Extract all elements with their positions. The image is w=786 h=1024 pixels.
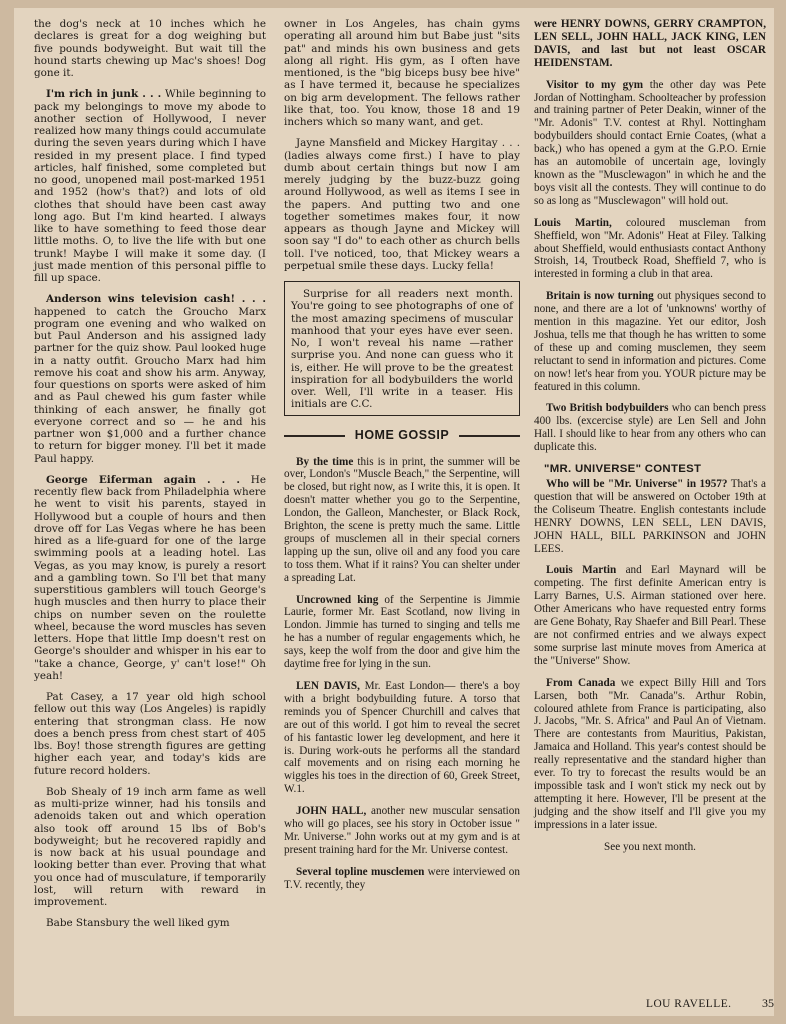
paragraph-body: owner in Los Angeles, has chain gyms operating all around him but Babe just "sits pat" and minds his own business and gets along all right. His gym, as I often have mentioned, is the "big biceps busy bee hive" as I have termed it, because he specializes on big arm development. The fellows rather like that, too. You know, those 18 and 19 inchers which so many want, and get. [284, 18, 520, 128]
paragraph [34, 474, 266, 682]
paragraph [284, 18, 520, 128]
paragraph [284, 805, 520, 857]
paragraph [534, 402, 766, 454]
paragraph-body: That's a question that will be answered on October 19th at the Coliseum Theatre. English contestants include HENRY DOWNS, LEN SELL, LEN DAVIS, JOHN HALL, BILL PARKINSON and JOHN LEES. [534, 478, 766, 555]
column-left [34, 18, 266, 939]
paragraph-body: coloured muscleman from Sheffield, won "Mr. Adonis" Heat at Filey. Talking about Sheffield, would enthusiasts contact Anthony Stroish, 14, Troutbeck Road, Sheffield 7, who is interested in forming a club in that area. [534, 216, 766, 281]
paragraph-lead: I'm rich in junk . . . [46, 88, 162, 101]
paragraph-lead: Uncrowned king [296, 593, 379, 606]
teaser-text: Surprise for all readers next month. You're going to see photographs of one of the most amazing specimens of muscular manhood that your eyes have ever seen. No, I won't reveal his name —rather surprise you. And none can guess who it is, either. He will prove to be the greatest inspiration for all bodybuilders the world over. Well, I'll write in a teaser. His initials are C.C. [291, 288, 513, 411]
paragraph-body: While beginning to pack my belongings to move my abode to another section of Hollywood, I never realized how many things could accumulate during the seven years during which I have resided in my present place. I find typed articles, half finished, some completed but no good, unopened mail post-marked 1951 and 1952 (how's that?) and lots of old clothes that should have been cast away long ago. But I'm kind hearted. I always like to have something to feed those dear little moths. O, to live the life with but one trunk! Maybe I will make it some day. (I just made mention of this personal piffle to fill up space. [34, 88, 266, 284]
heading-rule [459, 435, 520, 437]
paragraph [534, 478, 766, 555]
paragraph [34, 786, 266, 909]
paragraph-body: and Earl Maynard will be competing. The first definite American entry is Larry Barnes, U.S. Airman stationed over here. Other Americans who have requested entry forms are Gene Bohaty, Ray Shaefer and Bill Pearl. These are not confirmed entries and we always expect some surprise last minute moves from America at the "Universe" Show. [534, 564, 766, 667]
paragraph-lead: LEN DAVIS, [296, 680, 360, 692]
paragraph-body: the dog's neck at 10 inches which he declares is great for a dog weighing but five pounds bodyweight. But wait till the hound starts chewing up Mac's shoes! Dog gone it. [34, 18, 266, 79]
paragraph [284, 680, 520, 796]
paragraph [284, 866, 520, 892]
paragraph-lead: Several topline musclemen [296, 865, 425, 878]
paragraph-body: of the Serpentine is Jimmie Laurie, former Mr. East Scotland, now living in London. Jimmie has turned to singing and tells me he has a number of regular engagements which, he says, keep the wolf from the door and give him the daytime free for lying in the sun. [284, 593, 520, 671]
paragraph-lead: From Canada [546, 676, 616, 689]
paragraph [284, 137, 520, 272]
paragraph [284, 594, 520, 671]
paragraph-lead: Who will be "Mr. Universe" in 1957? [546, 478, 728, 490]
teaser-box [284, 281, 520, 416]
paragraph-lead: Louis Martin [546, 564, 617, 577]
paragraph-body: Mr. East London— there's a boy with a bright bodybuilding future. A torso that reminds you of Spencer Churchill and calves that are out of this world. I got him to reveal the secret of his fantastic lower leg development, and here it is. During work-outs he performs all the standard calf movements and on rising each morning he wiggles his toes in the direction of 60, Greek Street, W.1. [284, 680, 520, 796]
paragraph [34, 88, 266, 284]
paragraph-body: Jayne Mansfield and Mickey Hargitay . . . (ladies always come first.) I have to play dumb about certain things but now I am merely judging by the buzz-buzz going around Hollywood, as well as items I see in the papers. And putting two and one together sometimes makes four, it now appears as though Jayne and Mickey will soon say "I do" to each other as church bells toll. I've noticed, too, that Mickey wears a perpetual smile these days. Lucky fella! [284, 137, 520, 272]
heading-rule [284, 435, 345, 437]
paragraph [534, 217, 766, 282]
paragraph-lead: Britain is now turning [546, 290, 654, 303]
column-right [534, 18, 766, 855]
page-number: 35 [762, 996, 774, 1010]
paragraph-lead: Two British bodybuilders [546, 402, 669, 415]
paragraph-body: Bob Shealy of 19 inch arm fame as well as multi-prize winner, had his tonsils and adenoids taken out and which operation also took off around 15 lbs of Bob's bodyweight; but he recovered rapidly and is now back at his usual poundage and looking better than ever. Proving that what you once had of musculature, if temporarily lost, will return with reward in improvement. [34, 785, 266, 908]
paragraph-lead: George Eiferman again . . . [46, 473, 240, 486]
paragraph [534, 564, 766, 667]
paragraph [34, 18, 266, 79]
paragraph-lead: JOHN HALL, [296, 805, 367, 818]
paragraph [34, 691, 266, 777]
paragraph-body: another new muscular sensation who will go places, see his story in October issue " Mr. Universe." John works out at my gym and is at present training hard for the Mr. Universe contest. [284, 805, 520, 856]
paragraph [534, 677, 766, 832]
author-signature: LOU RAVELLE. [646, 998, 732, 1010]
paragraph [534, 290, 766, 393]
paragraph [34, 917, 266, 929]
paragraph-body: this is in print, the summer will be over, London's "Muscle Beach," the Serpentine, will be closed, but right now, as I write this, it is open. It doesn't matter whether you go to the Serpentine, London, the Galleon, Manchester, or Black Rock, Brighton, the scene is pretty much the same. Little groups of musclemen all in their special corners lapping up the sun, olive oil and any food you care to toss them. What if it rains? You can shelter under a spreading Lat. [284, 455, 520, 584]
paragraph-body: He recently flew back from Philadelphia where he went to visit his parents, stayed in Hollywood but a couple of hours and then drove off for Las Vegas where he has been hired as a life-guard for one of the large swimming pools at a leading hotel. Las Vegas, as you may know, is purely a resort and a gambling town. So I'll bet that many superstitious gamblers will touch George's hugh muscles and then hurry to place their chips on number seven on the roulette wheel, because the word muscles has seven letters. Hope that little Imp doesn't rest on George's shoulder and whisper in his ear to "take a chance, George, y' can't lose!" Oh yeah! [34, 473, 267, 682]
paragraph-body: the other day was Pete Jordan of Nottingham. Schoolteacher by profession and training partner of Peter Deakin, winner of the "Mr. Adonis" T.V. contest at Rhyl. Nottingham bodybuilders should contact Ernie Coates, (what a back,) who has opened a gym at the G.P.O. Ernie has an automobile of uncertain age, lovingly known as the "Musclewagon" in which he and the boys visit all the contests. They will continue to do so as long as "Musclewagon" will hold out. [534, 78, 766, 207]
paragraph-body: Pat Casey, a 17 year old high school fellow out this way (Los Angeles) is rapidly entering that strongman class. He now does a bench press from chest start of 405 lbs. Boy! those strength figures are getting higher each year, and today's kids are future record holders. [34, 691, 266, 777]
home-gossip-section [284, 456, 520, 892]
paragraph-body: out physiques second to none, and there are a lot of 'unknowns' worthy of mention in this magazine. Yet our editor, Josh Joshua, tells me that though he has written to some of these up and coming musclemen, they seem reluctant to send in information and pictures. Come on now! let's hear from you. YOUR picture may be featured in this column. [534, 290, 766, 393]
paragraph-lead: Visitor to my gym [546, 78, 644, 91]
paragraph-lead: Anderson wins television cash! . . . [46, 293, 266, 306]
paragraph [284, 456, 520, 585]
paragraph-lead: By the time [296, 455, 354, 468]
paragraph-body: we expect Billy Hill and Tors Larsen, both "Mr. Canada"s. Arthur Robin, coloured athlete from France is participating, also J. Jacobs, "Mr. S. Africa" and Paul An of Vietnam. There are contestants from Mauritius, Pakistan, Jamaica and Holland. This year's contest should be really representative and the standard higher than ever. To try to forecast the results would be an impossible task and I won't stick my neck out by attempting it here. However, I'll be present at the judging and the show itself and I'll give you my impressions in a later issue. [534, 676, 766, 831]
heading-label: HOME GOSSIP [354, 428, 450, 443]
magazine-page [14, 8, 774, 1016]
paragraph-body: were interviewed on T.V. recently, they [284, 865, 520, 891]
paragraph [534, 79, 766, 208]
paragraph [534, 18, 766, 70]
paragraph-body: happened to catch the Groucho Marx program one evening and who walked on but Paul Anderson and his assigned lady partner for the quiz show. Paul looked huge in a natty outfit. Groucho Marx had him remove his coat and show his arm. Anyway, four questions on sports were asked of him and as Paul chewed his gum faster while thinking of each answer, he finally got everyone correct and so — he and his partner won $1,000 and a further chance to return for bigger money. I'll bet it made Paul happy. [34, 305, 266, 465]
home-gossip-heading [284, 428, 520, 444]
paragraph-body: who can bench press 400 lbs. (excercise style) are Len Sell and John Hall. I should like to hear from any others who can duplicate this. [534, 402, 766, 454]
column-middle [284, 18, 520, 901]
paragraph-lead: Louis Martin, [534, 216, 612, 229]
paragraph-body: Babe Stansbury the well liked gym [46, 917, 230, 930]
paragraph [34, 293, 266, 465]
closing-line: See you next month. [604, 840, 696, 853]
paragraph-body: were HENRY DOWNS, GERRY CRAMPTON, LEN SELL, JOHN HALL, JACK KING, LEN DAVIS, and last but not least OSCAR HEIDENSTAM. [534, 18, 766, 69]
mr-universe-contest-heading: "MR. UNIVERSE" CONTEST [544, 463, 702, 476]
